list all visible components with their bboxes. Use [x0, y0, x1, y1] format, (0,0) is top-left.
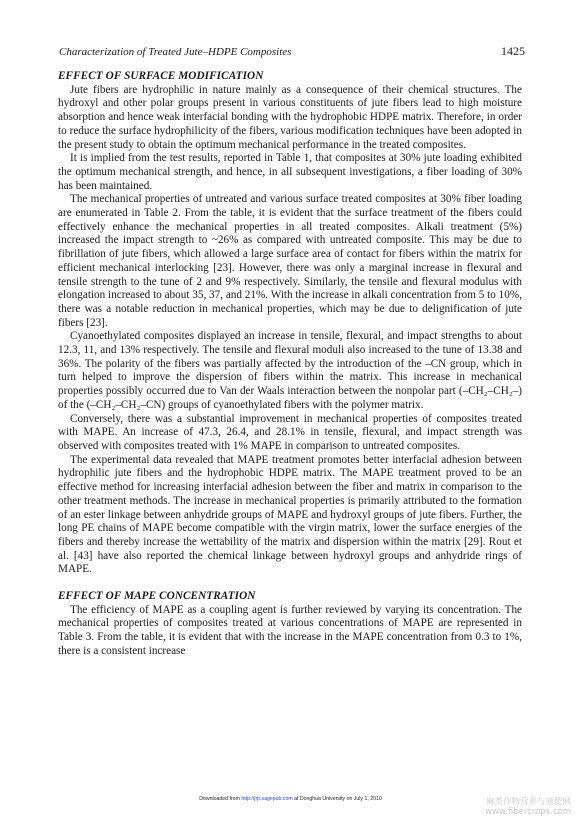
running-head	[59, 44, 525, 59]
paragraph: Cyanoethylated composites displayed an increase in tensile, flexural, and impact strengths to about 12.3, 11, and 13% respectively. The tensile and flexural moduli also increased to the tune of 13.38 and 36%. The polarity of the fibers was partially affected by the introduction of the –CN group, which in turn helped to improve the dispersion of fibers within the matrix. This increase in mechanical properties possibly occurred due to Van der Waals interaction between the nonpolar part (–CH₂–CH₂–) of the (–CH₂–CH₂–CN) groups of cyanoethylated fibers with the polymer matrix.	[58, 330, 522, 411]
paragraph: The efficiency of MAPE as a coupling agent is further reviewed by varying its concentration. The mechanical properties of composites treated at various concentrations of MAPE are represented in Table 3. From the table, it is evident that with the increase in the MAPE concentration from 0.3 to 1%, there is a consistent increase	[58, 603, 522, 657]
site-watermark	[459, 797, 571, 817]
body-text	[58, 70, 522, 659]
paragraph: Conversely, there was a substantial improvement in mechanical properties of composites treated with MAPE. An increase of 47.3, 26.4, and 28.1% in tensile, flexural, and impact strength was observed with composites treated with 1% MAPE in comparison to untreated composites.	[58, 412, 522, 452]
paragraph: The experimental data revealed that MAPE treatment promotes better interfacial adhesion between hydrophilic jute fibers and the hydrophobic HDPE matrix. The MAPE treatment proved to be an effective method for increasing interfacial adhesion between the fiber and matrix in comparison to the other treatment methods. The increase in mechanical properties is primarily attributed to the formation of an ester linkage between anhydride groups of MAPE and hydroxyl groups of jute fibers. Further, the long PE chains of MAPE become compatible with the virgin matrix, lower the surface energies of the fibers and thereby increase the wettability of the matrix and dispersion within the matrix [29]. Rout et al. [43] have also reported the chemical linkage between hydroxyl groups and anhydride rings of MAPE.	[58, 453, 522, 576]
footer-suffix: at Donghua University on July 1, 2010	[292, 796, 382, 802]
page-number: 1425	[501, 44, 525, 58]
paragraph: It is implied from the test results, reported in Table 1, that composites at 30% jute loading exhibited the optimum mechanical strength, and hence, in all subsequent investigations, a fiber loading of 30% has been maintained.	[58, 152, 522, 192]
running-title: Characterization of Treated Jute–HDPE Composites	[59, 46, 292, 58]
footer-prefix: Downloaded from	[199, 796, 242, 802]
watermark-line: 麻类作物营养与施肥网	[485, 797, 571, 807]
section-heading-surface-modification: EFFECT OF SURFACE MODIFICATION	[58, 70, 264, 82]
watermark-url: www.fibercrops.com	[485, 807, 571, 817]
footer-link[interactable]: http://jrp.sagepub.com	[241, 796, 293, 802]
section-heading-mape-concentration: EFFECT OF MAPE CONCENTRATION	[58, 590, 256, 603]
paragraph: The mechanical properties of untreated and various surface treated composites at 30% fiber loading are enumerated in Table 2. From the table, it is evident that the surface treatment of the fibers could effectively enhance the mechanical properties in all treated composites. Alkali treatment (5%) increased the impact strength to ~26% as compared with untreated composite. This may be due to fibrillation of jute fibers, which allowed a large surface area of contact for fibers within the matrix for efficient mechanical interlocking [23]. However, there was only a marginal increase in flexural and tensile strength to the tune of 2 and 9% respectively. Similarly, the tensile and flexural modulus with elongation increased to about 35, 37, and 21%. With the increase in alkali concentration from 5 to 10%, there was a notable reduction in mechanical properties, which may be due to delignification of jute fibers [23].	[58, 193, 522, 329]
paragraph: Jute fibers are hydrophilic in nature mainly as a consequence of their chemical structures. The hydroxyl and other polar groups present in various constituents of jute fibers lead to high moisture absorption and hence weak interfacial bonding with the hydrophobic HDPE matrix. Therefore, in order to reduce the surface hydrophilicity of the fibers, various modification techniques have been adopted in the present study to obtain the optimum mechanical performance in the treated composites.	[58, 83, 522, 151]
